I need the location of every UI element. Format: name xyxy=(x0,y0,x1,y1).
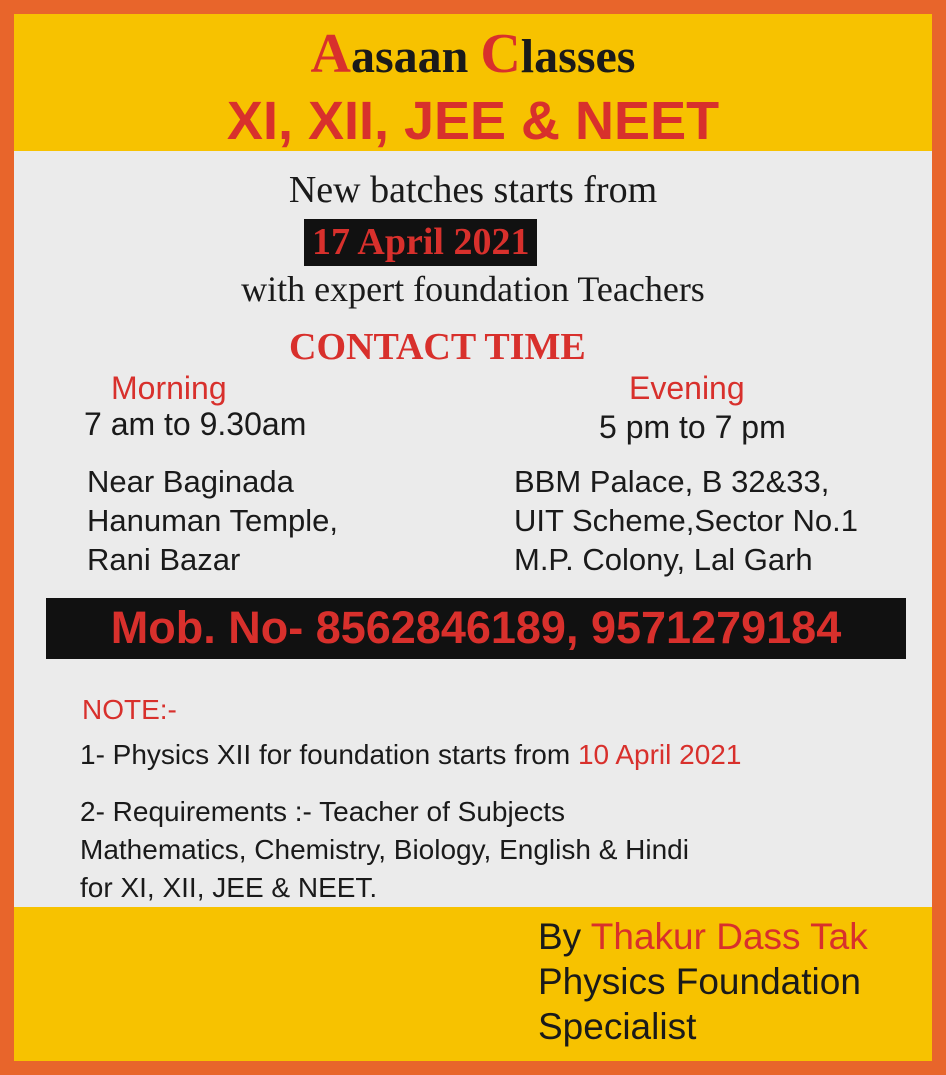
evening-label: Evening xyxy=(629,370,745,406)
author-by: By xyxy=(538,916,591,957)
contact-time-heading: CONTACT TIME xyxy=(289,326,586,368)
courses-title: XI, XII, JEE & NEET xyxy=(226,91,720,151)
author-name: Thakur Dass Tak xyxy=(590,916,868,957)
author-role-line: Specialist xyxy=(538,1006,697,1047)
batch-start-date: 17 April 2021 xyxy=(304,219,537,266)
school-name-lasses: lasses xyxy=(520,30,636,83)
author-role-line: Physics Foundation xyxy=(538,961,861,1002)
morning-time: 7 am to 9.30am xyxy=(84,406,307,442)
school-name-initial-a: A xyxy=(310,23,351,85)
note-2-line: 2- Requirements :- Teacher of Subjects xyxy=(80,796,566,827)
note-2-line: Mathematics, Chemistry, Biology, English & Hindi xyxy=(80,834,689,865)
note-1-text: 1- Physics XII for foundation starts from xyxy=(80,739,578,770)
school-name-asaan: asaan xyxy=(350,30,481,83)
address-left-line: Near Baginada xyxy=(87,464,294,499)
note-2 xyxy=(80,793,689,907)
school-name xyxy=(14,22,932,86)
morning-label: Morning xyxy=(111,370,227,406)
address-left-line: Rani Bazar xyxy=(87,542,241,577)
school-name-initial-c: C xyxy=(480,23,521,85)
author-credit-line xyxy=(538,914,868,959)
address-right-line: BBM Palace, B 32&33, xyxy=(514,464,830,499)
address-left xyxy=(87,462,338,579)
author-credit xyxy=(538,914,868,1049)
address-right xyxy=(514,462,858,579)
note-1 xyxy=(80,739,741,771)
address-left-line: Hanuman Temple, xyxy=(87,503,339,538)
batch-intro: New batches starts from xyxy=(288,169,658,211)
mobile-numbers: Mob. No- 8562846189, 9571279184 xyxy=(110,602,842,653)
address-right-line: UIT Scheme,Sector No.1 xyxy=(514,503,859,538)
note-title: NOTE:- xyxy=(82,694,177,725)
evening-time: 5 pm to 7 pm xyxy=(599,409,786,445)
note-1-date: 10 April 2021 xyxy=(577,739,742,770)
note-2-line: for XI, XII, JEE & NEET. xyxy=(80,872,378,903)
batch-teachers-line: with expert foundation Teachers xyxy=(241,269,705,309)
address-right-line: M.P. Colony, Lal Garh xyxy=(514,542,813,577)
poster xyxy=(14,14,932,1061)
